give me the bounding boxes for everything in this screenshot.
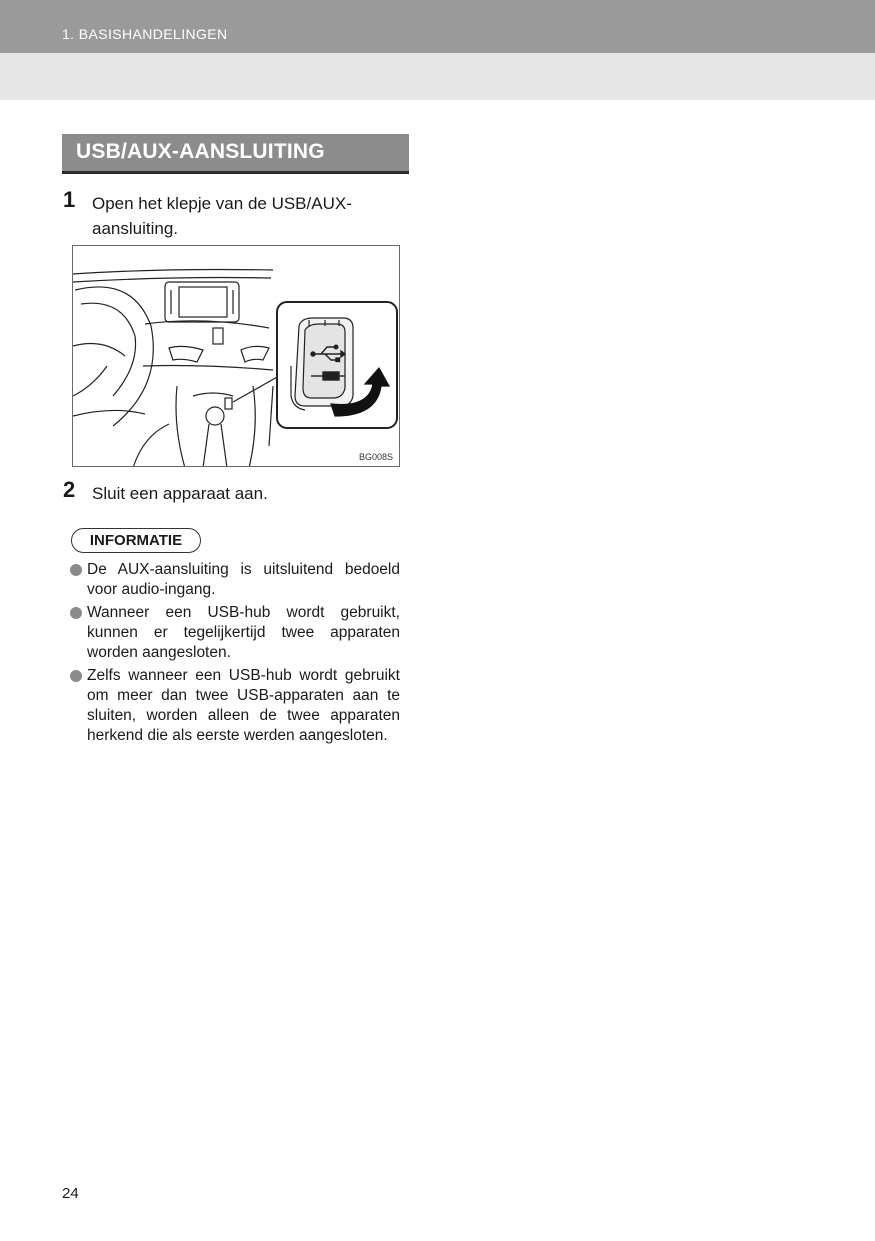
step-text: Sluit een apparaat aan. (92, 484, 268, 503)
list-item (68, 560, 400, 600)
chapter-header-bar (0, 0, 875, 53)
figure-code: BG008S (358, 452, 393, 462)
usb-aux-illustration (72, 245, 400, 467)
page-number: 24 (62, 1185, 79, 1202)
dashboard-drawing (73, 246, 400, 467)
list-item-text: Wanneer een USB-hub wordt gebruikt, kunnen er tegelijkertijd twee apparaten worden aangesloten. (87, 604, 400, 661)
bullet-dot-icon (70, 607, 82, 619)
header-sub-bar (0, 53, 875, 100)
list-item (68, 666, 400, 746)
bullet-dot-icon (70, 670, 82, 682)
info-label: INFORMATIE (89, 532, 183, 549)
bullet-dot-icon (70, 564, 82, 576)
info-badge (71, 528, 201, 553)
list-item-text: De AUX-aansluiting is uitsluitend bedoeld voor audio-ingang. (87, 561, 400, 598)
list-item-text: Zelfs wanneer een USB-hub wordt gebruikt om meer dan twee USB-apparaten aan te sluiten, worden alleen de twee apparaten herkend die als eerste werden aangesloten. (87, 667, 400, 744)
chapter-title: 1. BASISHANDELINGEN (62, 26, 228, 42)
list-item (68, 603, 400, 663)
step-number: 1 (63, 187, 76, 212)
step-number: 2 (63, 477, 76, 502)
info-list (68, 560, 400, 749)
step-text: Open het klepje van de USB/AUX-aansluiting. (92, 194, 352, 238)
section-heading (62, 134, 409, 174)
section-title: USB/AUX-AANSLUITING (76, 140, 325, 163)
